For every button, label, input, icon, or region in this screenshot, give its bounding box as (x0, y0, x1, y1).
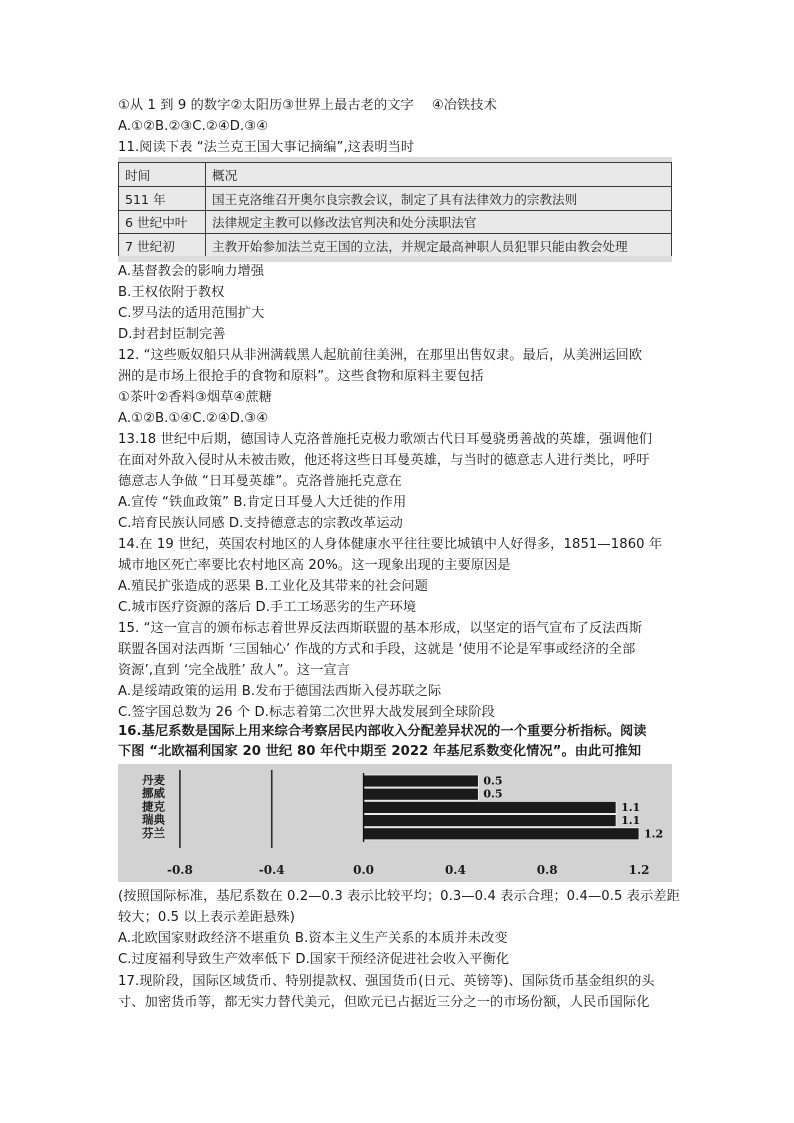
data-label: 0.5 (483, 774, 503, 788)
q16-note-1: (按照国际标准，基尼系数在 0.2—0.3 表示比较平均；0.3—0.4 表示合理；0.4—0.5 表示差距 (118, 889, 680, 904)
q10-choices: A.①②B.②③C.②④D.③④ (118, 119, 269, 134)
q11-option-d: D.封君封臣制完善 (118, 327, 226, 342)
q13-stem-3: 德意志人争做 “日耳曼英雄”。克洛普施托克意在 (118, 474, 402, 489)
table-cell-time: 511 年 (119, 186, 206, 210)
q14-stem-1: 14.在 19 世纪，英国农村地区的人身体健康水平往往要比城镇中人好得多，1851—1860 年 (118, 537, 663, 552)
q13-stem-2: 在面对外敌入侵时从未被击败，他还将这些日耳曼英雄，与当时的德意志人进行类比，呼吁 (118, 453, 650, 468)
category-label: 挪威 (142, 786, 165, 801)
bar (364, 801, 617, 813)
q16-note-2: 较大；0.5 以上表示差距悬殊) (118, 910, 295, 925)
table-header-summary: 概况 (206, 163, 672, 187)
q13-options-ab: A.宣传 “铁血政策” B.肯定日耳曼人大迁徙的作用 (118, 495, 407, 510)
x-tick-label: 0.4 (444, 863, 466, 877)
table-cell-time: 7 世纪初 (119, 234, 206, 258)
q17-stem-1: 17.现阶段，国际区域货币、特别提款权、强国货币(日元、英镑等)、国际货币基金组织的头 (118, 974, 655, 989)
q11-option-c: C.罗马法的适用范围扩大 (118, 306, 265, 321)
table-row (119, 210, 672, 234)
q15-stem-3: 资源’,直到 ‘完全战胜’ 敌人”。这一宣言 (118, 663, 350, 678)
q11-event-table (118, 162, 672, 258)
q15-options-ab: A.是绥靖政策的运用 B.发布于德国法西斯入侵苏联之际 (118, 684, 442, 699)
table-cell-summary: 主教开始参加法兰克王国的立法，并规定最高神职人员犯罪只能由教会处理 (206, 234, 672, 258)
q14-options-cd: C.城市医疗资源的落后 D.手工工场恶劣的生产环境 (118, 600, 417, 615)
table-cell-time: 6 世纪中叶 (119, 210, 206, 234)
q11-option-a: A.基督教会的影响力增强 (118, 264, 265, 279)
x-tick-label: 1.2 (628, 863, 650, 877)
data-label: 1.2 (644, 827, 664, 841)
category-label: 丹麦 (142, 773, 165, 787)
q12-stem-1: 12. “这些贩奴船只从非洲满载黑人起航前往美洲，在那里出售奴隶。最后，从美洲运回欧 (118, 348, 643, 363)
table-header-row (119, 163, 672, 187)
data-label: 1.1 (621, 800, 641, 814)
category-label: 芬兰 (142, 825, 165, 840)
x-tick-label: -0.4 (258, 863, 285, 877)
bar (364, 788, 479, 800)
table-row (119, 234, 672, 258)
data-label: 1.1 (621, 814, 641, 828)
bar (364, 815, 617, 827)
x-tick-label: -0.8 (166, 863, 193, 877)
q12-stem-2: 洲的是市场上很抢手的食物和原料”。这些食物和原料主要包括 (118, 369, 484, 384)
bar (364, 828, 639, 840)
q10-items-line (118, 96, 497, 116)
table-cell-summary: 国王克洛维召开奥尔良宗教会议，制定了具有法律效力的宗教法则 (206, 186, 672, 210)
bar (364, 775, 479, 787)
table-cell-summary: 法律规定主教可以修改法官判决和处分渎职法官 (206, 210, 672, 234)
gini-bar-chart (118, 764, 672, 882)
q12-choices: A.①②B.①④C.②④D.③④ (118, 411, 269, 426)
q10-items: ①从 1 到 9 的数字②太阳历③世界上最古老的文字 (118, 98, 414, 113)
q13-stem-1: 13.18 世纪中后期，德国诗人克洛普施托克极力歌颂古代日耳曼骁勇善战的英雄，强调他们 (118, 432, 653, 447)
chart-svg (118, 764, 672, 882)
x-tick-label: 0.0 (353, 863, 375, 877)
q14-stem-2: 城市地区死亡率要比农村地区高 20%。这一现象出现的主要原因是 (118, 558, 511, 573)
q11-option-b: B.王权依附于教权 (118, 285, 225, 300)
q12-items: ①茶叶②香料③烟草④蔗糖 (118, 390, 272, 405)
q14-options-ab: A.殖民扩张造成的恶果 B.工业化及其带来的社会问题 (118, 579, 428, 594)
x-tick-label: 0.8 (536, 863, 558, 877)
q15-options-cd: C.签字国总数为 26 个 D.标志着第二次世界大战发展到全球阶段 (118, 705, 495, 720)
q16-stem-2: 下图 “北欧福利国家 20 世纪 80 年代中期至 2022 年基尼系数变化情况”。由此可推知 (118, 744, 642, 759)
q15-stem-2: 联盟各国对法西斯 ‘三国轴心’ 作战的方式和手段，这就是 ‘使用不论是军事或经济的全部 (118, 642, 636, 657)
category-label: 瑞典 (142, 812, 165, 827)
q16-options-cd: C.过度福利导致生产效率低下 D.国家干预经济促进社会收入平衡化 (118, 952, 510, 967)
table-header-time: 时间 (119, 163, 206, 187)
category-label: 捷克 (142, 799, 165, 814)
table-row (119, 186, 672, 210)
q15-stem-1: 15. “这一宣言的颁布标志着世界反法西斯联盟的基本形成，以坚定的语气宣布了反法西斯 (118, 621, 643, 636)
q17-stem-2: 寸、加密货币等，都无实力替代美元，但欧元已占据近三分之一的市场份额，人民币国际化 (118, 995, 650, 1010)
q16-options-ab: A.北欧国家财政经济不堪重负 B.资本主义生产关系的本质并未改变 (118, 931, 508, 946)
data-label: 0.5 (483, 787, 503, 801)
q11-stem: 11.阅读下表 “法兰克王国大事记摘编”,这表明当时 (118, 140, 415, 155)
q16-stem-1: 16.基尼系数是国际上用来综合考察居民内部收入分配差异状况的一个重要分析指标。阅读 (118, 724, 647, 739)
q13-options-cd: C.培育民族认同感 D.支持德意志的宗教改革运动 (118, 516, 403, 531)
q10-item4: ④冶铁技术 (431, 98, 497, 113)
